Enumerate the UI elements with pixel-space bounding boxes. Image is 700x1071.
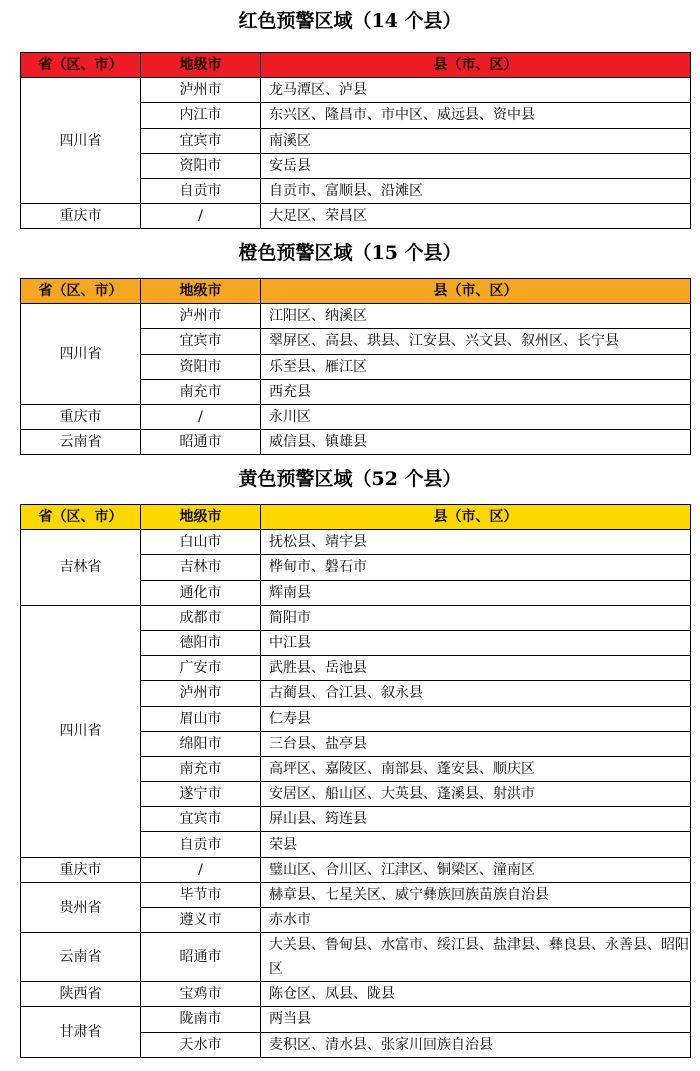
table-row (21, 1007, 691, 1032)
county-cell: 赫章县、七星关区、威宁彝族回族苗族自治县 (261, 882, 691, 907)
province-cell: 贵州省 (21, 882, 141, 932)
header-county: 县（市、区） (261, 53, 691, 78)
city-cell: 遵义市 (141, 908, 261, 933)
orange-warning-table (20, 278, 691, 455)
county-cell: 屏山县、筠连县 (261, 807, 691, 832)
city-cell: 自贡市 (141, 832, 261, 857)
city-cell: 绵阳市 (141, 731, 261, 756)
city-cell: 南充市 (141, 379, 261, 404)
table-header-row (21, 53, 691, 78)
table-header-row (21, 279, 691, 304)
county-cell: 大足区、荣昌区 (261, 204, 691, 229)
city-cell: 自贡市 (141, 178, 261, 203)
province-cell: 重庆市 (21, 204, 141, 229)
county-cell: 高坪区、嘉陵区、南部县、蓬安县、顺庆区 (261, 756, 691, 781)
header-city: 地级市 (141, 279, 261, 304)
table-header-row (21, 505, 691, 530)
county-cell: 大关县、鲁甸县、水富市、绥江县、盐津县、彝良县、永善县、昭阳区 (261, 933, 691, 982)
city-cell: 资阳市 (141, 153, 261, 178)
yellow-section-title: 黄色预警区域（52 个县） (238, 468, 462, 490)
header-province: 省（区、市） (21, 53, 141, 78)
county-cell: 抚松县、靖宇县 (261, 530, 691, 555)
header-county: 县（市、区） (261, 279, 691, 304)
table-row (21, 982, 691, 1007)
city-cell: 昭通市 (141, 933, 261, 982)
city-cell: 广安市 (141, 656, 261, 681)
county-cell: 自贡市、富顺县、沿滩区 (261, 178, 691, 203)
province-cell: 四川省 (21, 304, 141, 405)
city-cell: 南充市 (141, 756, 261, 781)
red-section-title: 红色预警区域（14 个县） (238, 10, 462, 32)
table-row (21, 430, 691, 455)
county-cell: 陈仓区、凤县、陇县 (261, 982, 691, 1007)
county-cell: 江阳区、纳溪区 (261, 304, 691, 329)
city-cell: 眉山市 (141, 706, 261, 731)
county-cell: 荣县 (261, 832, 691, 857)
county-cell: 三台县、盐亭县 (261, 731, 691, 756)
city-cell: 昭通市 (141, 430, 261, 455)
table-row (21, 204, 691, 229)
city-cell: 遂宁市 (141, 782, 261, 807)
header-province: 省（区、市） (21, 505, 141, 530)
county-cell: 安居区、船山区、大英县、蓬溪县、射洪市 (261, 782, 691, 807)
red-warning-table (20, 52, 691, 229)
city-cell: 天水市 (141, 1032, 261, 1057)
province-cell: 云南省 (21, 933, 141, 982)
city-cell: 陇南市 (141, 1007, 261, 1032)
city-cell: 泸州市 (141, 78, 261, 103)
county-cell: 赤水市 (261, 908, 691, 933)
province-cell: 四川省 (21, 78, 141, 204)
table-row (21, 857, 691, 882)
city-cell: 白山市 (141, 530, 261, 555)
county-cell: 东兴区、隆昌市、市中区、威远县、资中县 (261, 103, 691, 128)
yellow-warning-table (20, 504, 691, 1058)
county-cell: 璧山区、合川区、江津区、铜梁区、潼南区 (261, 857, 691, 882)
table-row (21, 933, 691, 982)
city-cell: 吉林市 (141, 555, 261, 580)
table-row (21, 404, 691, 429)
header-province: 省（区、市） (21, 279, 141, 304)
county-cell: 乐至县、雁江区 (261, 354, 691, 379)
county-cell: 简阳市 (261, 605, 691, 630)
city-cell: 内江市 (141, 103, 261, 128)
county-cell: 古蔺县、合江县、叙永县 (261, 681, 691, 706)
table-row (21, 304, 691, 329)
province-cell: 重庆市 (21, 404, 141, 429)
county-cell: 翠屏区、高县、珙县、江安县、兴文县、叙州区、长宁县 (261, 329, 691, 354)
city-cell: 宜宾市 (141, 128, 261, 153)
county-cell: 永川区 (261, 404, 691, 429)
table-row (21, 78, 691, 103)
county-cell: 麦积区、清水县、张家川回族自治县 (261, 1032, 691, 1057)
province-cell: 陕西省 (21, 982, 141, 1007)
city-cell: 成都市 (141, 605, 261, 630)
city-cell: 德阳市 (141, 630, 261, 655)
county-cell: 龙马潭区、泸县 (261, 78, 691, 103)
province-cell: 吉林省 (21, 530, 141, 606)
city-cell: 资阳市 (141, 354, 261, 379)
county-cell: 安岳县 (261, 153, 691, 178)
city-cell: / (141, 204, 261, 229)
county-cell: 武胜县、岳池县 (261, 656, 691, 681)
table-row (21, 882, 691, 907)
city-cell: 宜宾市 (141, 329, 261, 354)
header-city: 地级市 (141, 505, 261, 530)
county-cell: 威信县、镇雄县 (261, 430, 691, 455)
county-cell: 两当县 (261, 1007, 691, 1032)
county-cell: 仁寿县 (261, 706, 691, 731)
county-cell: 南溪区 (261, 128, 691, 153)
city-cell: / (141, 404, 261, 429)
city-cell: 通化市 (141, 580, 261, 605)
city-cell: / (141, 857, 261, 882)
city-cell: 泸州市 (141, 681, 261, 706)
county-cell: 中江县 (261, 630, 691, 655)
header-city: 地级市 (141, 53, 261, 78)
province-cell: 四川省 (21, 605, 141, 857)
county-cell: 桦甸市、磐石市 (261, 555, 691, 580)
table-row (21, 530, 691, 555)
county-cell: 辉南县 (261, 580, 691, 605)
county-cell: 西充县 (261, 379, 691, 404)
city-cell: 宝鸡市 (141, 982, 261, 1007)
province-cell: 重庆市 (21, 857, 141, 882)
city-cell: 宜宾市 (141, 807, 261, 832)
table-row (21, 605, 691, 630)
header-county: 县（市、区） (261, 505, 691, 530)
city-cell: 毕节市 (141, 882, 261, 907)
orange-section-title: 橙色预警区域（15 个县） (238, 242, 462, 264)
province-cell: 云南省 (21, 430, 141, 455)
city-cell: 泸州市 (141, 304, 261, 329)
province-cell: 甘肃省 (21, 1007, 141, 1057)
